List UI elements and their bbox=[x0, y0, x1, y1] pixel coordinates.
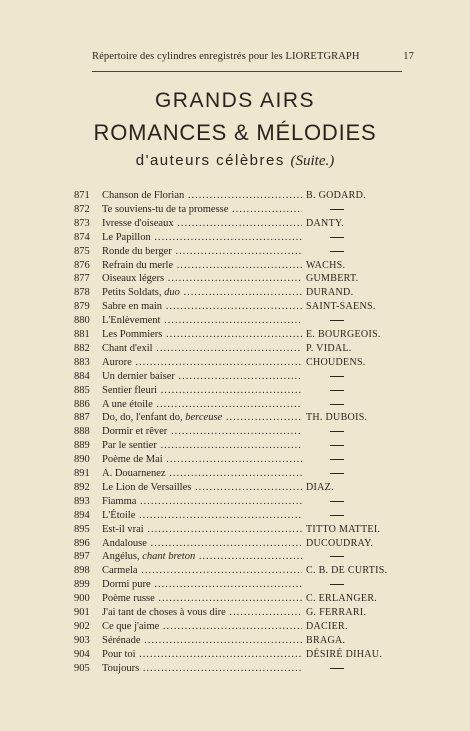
entry-title-text: Petits Soldats, bbox=[102, 287, 162, 299]
subtitle-text: d'auteurs célèbres bbox=[135, 152, 285, 169]
entry-title-text: Fiamma bbox=[102, 495, 137, 507]
entry-number: 882 bbox=[74, 342, 90, 354]
entry-title-text: Le Papillon bbox=[102, 231, 151, 243]
entry-title bbox=[102, 605, 302, 620]
entry-composer: CHOUDENS. bbox=[306, 356, 366, 368]
entry-title-text: Pour toi bbox=[102, 648, 136, 660]
header-rule bbox=[92, 71, 402, 72]
entry-title bbox=[102, 466, 302, 481]
entry-title-text: Sentier fleuri bbox=[102, 384, 158, 396]
entry-title bbox=[102, 536, 302, 551]
entry-number: 889 bbox=[74, 440, 90, 452]
list-item bbox=[0, 438, 470, 453]
section-title-line-1: GRANDS AIRS bbox=[154, 89, 316, 112]
entry-title-text: L'Étoile bbox=[102, 509, 136, 521]
entry-number: 898 bbox=[74, 565, 90, 577]
entry-title bbox=[102, 522, 302, 537]
list-item bbox=[0, 383, 470, 398]
entry-title bbox=[102, 397, 302, 412]
list-item bbox=[0, 397, 470, 412]
entry-title-text: Poème de Mai bbox=[102, 454, 163, 466]
entry-title-text: Un dernier baiser bbox=[102, 370, 175, 382]
entry-title bbox=[102, 188, 302, 203]
entry-title-qualifier: chant breton bbox=[142, 551, 196, 563]
entry-title-text: Oiseaux légers bbox=[102, 273, 165, 285]
entry-number: 878 bbox=[74, 287, 90, 299]
entry-composer: B. GODARD. bbox=[306, 190, 366, 201]
entry-number: 891 bbox=[74, 468, 90, 479]
list-item bbox=[0, 619, 470, 634]
entry-number: 899 bbox=[74, 579, 90, 591]
entry-composer: DÉSIRÉ DIHAU. bbox=[306, 648, 383, 660]
entry-title bbox=[102, 285, 302, 300]
ditto-dash bbox=[330, 404, 344, 405]
entry-composer: GUMBERT. bbox=[306, 273, 359, 285]
list-item bbox=[0, 452, 470, 467]
entry-number: 895 bbox=[74, 523, 90, 535]
entry-number: 893 bbox=[74, 495, 90, 507]
list-item bbox=[0, 480, 470, 495]
entry-title bbox=[102, 313, 302, 328]
list-item bbox=[0, 661, 470, 676]
entry-number: 905 bbox=[74, 662, 90, 674]
entry-title bbox=[102, 633, 302, 648]
list-item bbox=[0, 313, 470, 328]
running-header bbox=[92, 51, 414, 62]
ditto-dash bbox=[330, 459, 344, 460]
entry-title bbox=[102, 258, 302, 273]
entry-title-text: Les Pommiers bbox=[102, 329, 163, 340]
entry-number: 877 bbox=[74, 273, 90, 285]
entry-number: 888 bbox=[74, 426, 90, 438]
entry-title bbox=[102, 494, 302, 509]
list-item bbox=[0, 216, 470, 231]
entry-title-text: Carmela bbox=[102, 565, 138, 577]
entry-title-qualifier: berceuse bbox=[185, 412, 223, 424]
entry-title bbox=[102, 369, 302, 384]
ditto-dash bbox=[330, 556, 344, 557]
entry-title bbox=[102, 341, 302, 356]
list-item bbox=[0, 341, 470, 356]
entry-title bbox=[102, 327, 302, 342]
entry-number: 892 bbox=[74, 481, 90, 493]
entry-composer: P. VIDAL. bbox=[306, 342, 352, 354]
entry-title-text: A une étoile bbox=[102, 398, 153, 410]
entry-composer: DUCOUDRAY. bbox=[306, 537, 374, 549]
list-item bbox=[0, 230, 470, 245]
suite-note: (Suite.) bbox=[290, 153, 335, 169]
entry-composer: G. FERRARI. bbox=[306, 607, 367, 618]
entry-title-text: Chant d'exil bbox=[102, 342, 153, 354]
entry-title bbox=[102, 619, 302, 634]
list-item bbox=[0, 591, 470, 606]
list-item bbox=[0, 536, 470, 551]
entry-number: 904 bbox=[74, 648, 90, 660]
entry-number: 901 bbox=[74, 607, 90, 618]
list-item bbox=[0, 410, 470, 425]
ditto-dash bbox=[330, 376, 344, 377]
entry-number: 875 bbox=[74, 245, 90, 257]
entry-title-text: Do, do, l'enfant do, bbox=[102, 412, 183, 424]
entry-title bbox=[102, 480, 302, 495]
entry-title bbox=[102, 271, 302, 286]
section-subtitle bbox=[0, 152, 470, 170]
entry-composer: TH. DUBOIS. bbox=[306, 412, 368, 424]
entry-title-qualifier: duo bbox=[164, 287, 180, 299]
entry-number: 871 bbox=[74, 190, 90, 201]
list-item bbox=[0, 647, 470, 662]
entry-title bbox=[102, 563, 302, 578]
entry-title-text: Le Lion de Versailles bbox=[102, 481, 192, 493]
entry-title bbox=[102, 355, 302, 370]
entry-title-text: L'Enlèvement bbox=[102, 315, 161, 327]
list-item bbox=[0, 605, 470, 620]
ditto-dash bbox=[330, 445, 344, 446]
entry-composer: DANTY. bbox=[306, 217, 345, 229]
list-item bbox=[0, 522, 470, 537]
entry-title-text: Angélus, bbox=[102, 551, 140, 563]
ditto-dash bbox=[330, 431, 344, 432]
entry-title bbox=[102, 383, 302, 398]
entry-number: 886 bbox=[74, 398, 90, 410]
entry-title-text: Ronde du berger bbox=[102, 245, 172, 257]
entry-title bbox=[102, 424, 302, 439]
list-item bbox=[0, 563, 470, 578]
entry-number: 894 bbox=[74, 509, 90, 521]
ditto-dash bbox=[330, 320, 344, 321]
list-item bbox=[0, 188, 470, 203]
entry-title-text: Chanson de Florian bbox=[102, 190, 185, 201]
entry-title bbox=[102, 577, 302, 592]
ditto-dash bbox=[330, 668, 344, 669]
entry-title-text: Andalouse bbox=[102, 537, 147, 549]
entry-composer: DACIER. bbox=[306, 620, 348, 632]
entry-title bbox=[102, 230, 302, 245]
entry-number: 880 bbox=[74, 315, 90, 327]
list-item bbox=[0, 327, 470, 342]
entry-title-text: Sabre en main bbox=[102, 301, 163, 313]
entry-title bbox=[102, 299, 302, 314]
ditto-dash bbox=[330, 584, 344, 585]
entry-number: 874 bbox=[74, 231, 90, 243]
ditto-dash bbox=[330, 515, 344, 516]
entry-composer: TITTO MATTEI. bbox=[306, 523, 381, 535]
list-item bbox=[0, 299, 470, 314]
section-title-line-2: ROMANCES & MÉLODIES bbox=[93, 120, 377, 145]
entry-number: 872 bbox=[74, 203, 90, 215]
list-item bbox=[0, 202, 470, 217]
list-item bbox=[0, 271, 470, 286]
ditto-dash bbox=[330, 209, 344, 210]
entry-title bbox=[102, 647, 302, 662]
entry-number: 883 bbox=[74, 356, 90, 368]
entry-number: 873 bbox=[74, 217, 90, 229]
list-item bbox=[0, 244, 470, 259]
entry-title-text: Aurore bbox=[102, 356, 132, 368]
entry-title-text: Te souviens-tu de ta promesse bbox=[102, 203, 229, 215]
ditto-dash bbox=[330, 390, 344, 391]
entry-title bbox=[102, 244, 302, 259]
list-item bbox=[0, 494, 470, 509]
entry-number: 897 bbox=[74, 551, 90, 563]
entry-composer: C. B. DE CURTIS. bbox=[306, 565, 388, 577]
ditto-dash bbox=[330, 501, 344, 502]
list-item bbox=[0, 633, 470, 648]
entry-number: 896 bbox=[74, 537, 90, 549]
entry-title bbox=[102, 216, 302, 231]
entry-composer: DIAZ. bbox=[306, 481, 334, 493]
entry-title-text: Est-il vrai bbox=[102, 523, 144, 535]
entry-title-text: Dormi pure bbox=[102, 579, 151, 591]
entry-title bbox=[102, 508, 302, 523]
entry-composer: DURAND. bbox=[306, 287, 354, 299]
entry-title-text: Par le sentier bbox=[102, 440, 157, 452]
page-number: 17 bbox=[403, 51, 414, 62]
entry-title-text: Dormir et rêver bbox=[102, 426, 168, 438]
entry-composer: BRAGA. bbox=[306, 634, 346, 646]
entry-number: 876 bbox=[74, 259, 90, 271]
running-title: Répertoire des cylindres enregistrés pour les LIORETGRAPH bbox=[92, 51, 360, 62]
list-item bbox=[0, 549, 470, 564]
entry-title-text: Refrain du merle bbox=[102, 259, 174, 271]
list-item bbox=[0, 424, 470, 439]
entry-number: 884 bbox=[74, 370, 90, 382]
entry-number: 903 bbox=[74, 634, 90, 646]
entry-composer: WACHS. bbox=[306, 259, 346, 271]
list-item bbox=[0, 466, 470, 481]
ditto-dash bbox=[330, 237, 344, 238]
list-item bbox=[0, 285, 470, 300]
entry-number: 885 bbox=[74, 384, 90, 396]
entry-title bbox=[102, 202, 302, 217]
list-item bbox=[0, 258, 470, 273]
list-item bbox=[0, 355, 470, 370]
entry-title bbox=[102, 452, 302, 467]
entry-title-text: A. Douarnenez bbox=[102, 468, 166, 479]
list-item bbox=[0, 508, 470, 523]
entry-title bbox=[102, 438, 302, 453]
ditto-dash bbox=[330, 473, 344, 474]
entry-title-text: J'ai tant de choses à vous dire bbox=[102, 607, 226, 618]
entry-title-text: Ce que j'aime bbox=[102, 620, 160, 632]
entry-composer: C. ERLANGER. bbox=[306, 593, 378, 605]
entry-title bbox=[102, 549, 302, 564]
list-item bbox=[0, 577, 470, 592]
entry-number: 887 bbox=[74, 412, 90, 424]
list-item bbox=[0, 369, 470, 384]
entry-composer: E. BOURGEOIS. bbox=[306, 329, 381, 340]
entry-title bbox=[102, 591, 302, 606]
entry-title-text: Sérénade bbox=[102, 634, 141, 646]
entry-number: 879 bbox=[74, 301, 90, 313]
entry-title bbox=[102, 661, 302, 676]
entry-number: 902 bbox=[74, 620, 90, 632]
entry-title-text: Toujours bbox=[102, 662, 140, 674]
entry-number: 900 bbox=[74, 593, 90, 605]
entry-title bbox=[102, 410, 302, 425]
entry-title-text: Ivresse d'oiseaux bbox=[102, 217, 174, 229]
entry-title-text: Poème russe bbox=[102, 593, 155, 605]
entry-number: 890 bbox=[74, 454, 90, 466]
entry-number: 881 bbox=[74, 329, 90, 340]
ditto-dash bbox=[330, 251, 344, 252]
entry-composer: SAINT-SAENS. bbox=[306, 301, 376, 313]
